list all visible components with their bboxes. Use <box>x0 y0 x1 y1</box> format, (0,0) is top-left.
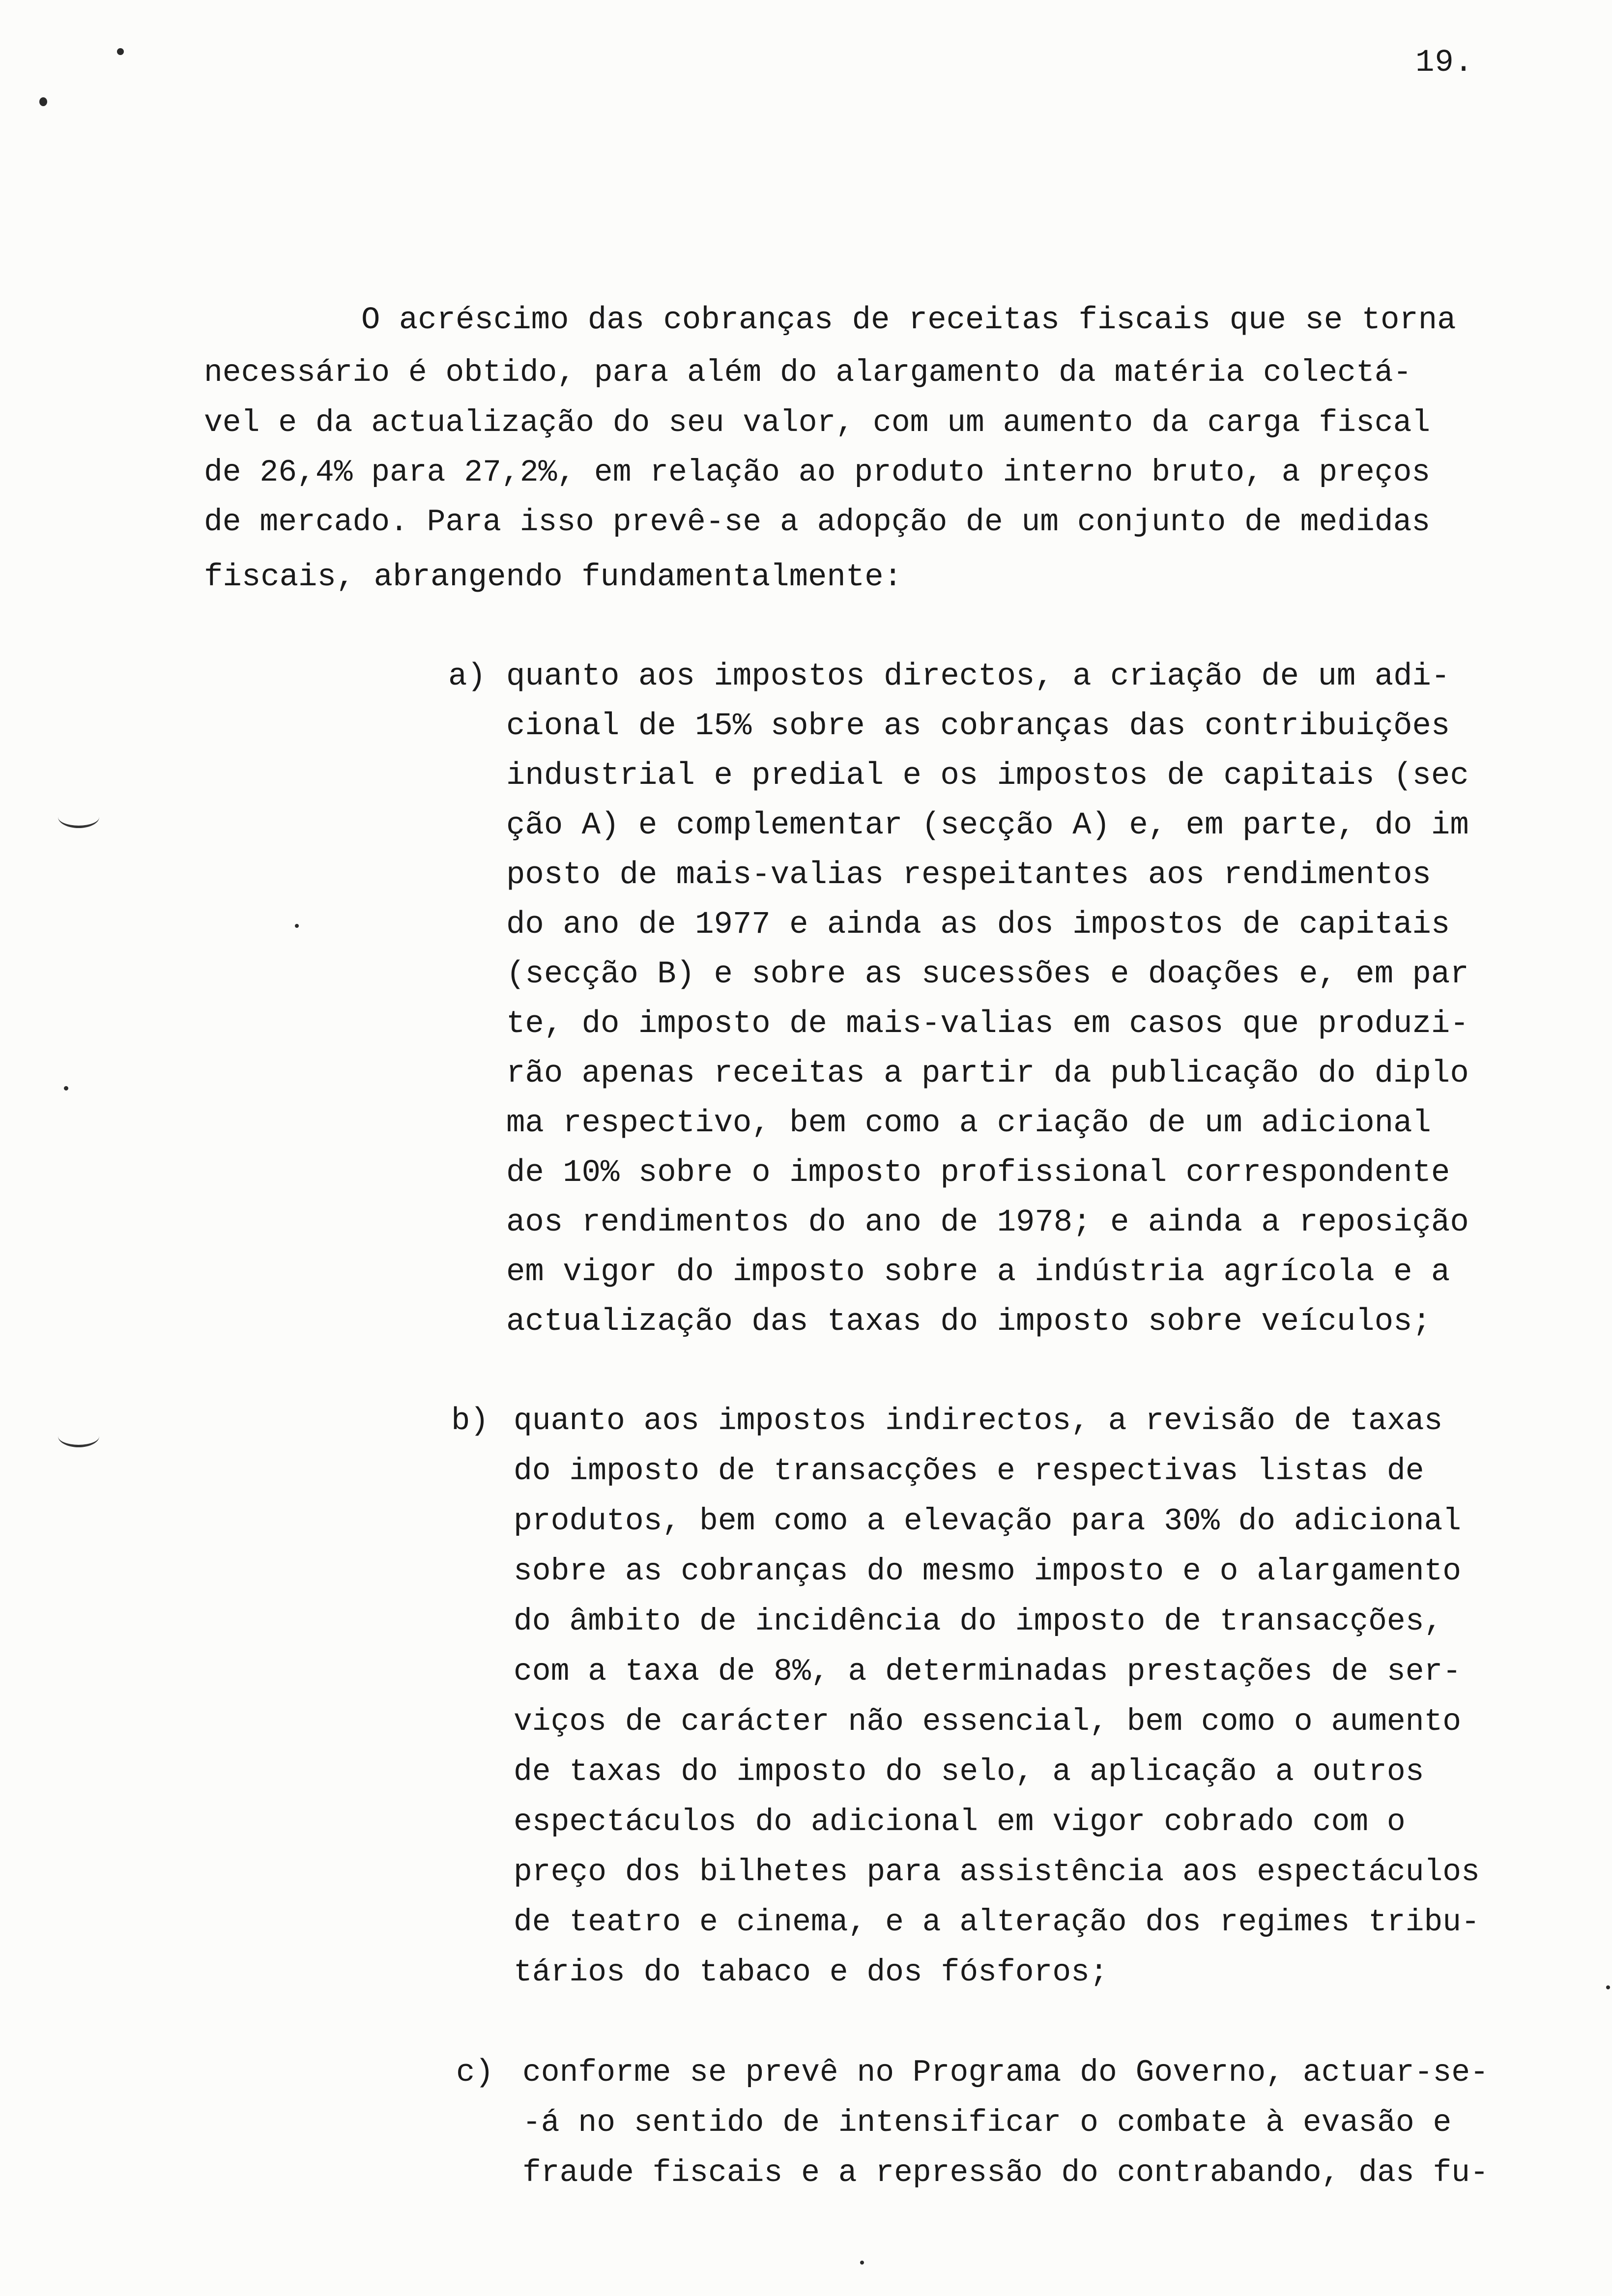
list-item-line: te, do imposto de mais-valias em casos que produzi- <box>506 1006 1469 1042</box>
ink-speck <box>295 924 299 928</box>
ink-speck <box>1606 1985 1610 1989</box>
list-item-line: produtos, bem como a elevação para 30% do adicional <box>514 1504 1462 1539</box>
list-item-line: quanto aos impostos indirectos, a revisão de taxas <box>514 1404 1443 1438</box>
list-item-line: preço dos bilhetes para assistência aos espectáculos <box>514 1855 1480 1890</box>
list-item-label: a) <box>448 659 486 694</box>
paragraph-line: vel e da actualização do seu valor, com um aumento da carga fiscal <box>204 405 1431 440</box>
paragraph-line: necessário é obtido, para além do alargamento da matéria colectá- <box>204 355 1412 390</box>
list-item-line: em vigor do imposto sobre a indústria agrícola e a <box>506 1255 1450 1290</box>
list-item-line: fraude fiscais e a repressão do contrabando, das fu- <box>522 2155 1489 2190</box>
paragraph-line: de mercado. Para isso prevê-se a adopção de um conjunto de medidas <box>204 505 1431 540</box>
list-item-line: rão apenas receitas a partir da publicação do diplo <box>506 1056 1469 1091</box>
list-item-line: quanto aos impostos directos, a criação de um adi- <box>506 659 1450 694</box>
list-item-line: actualização das taxas do imposto sobre veículos; <box>506 1304 1431 1340</box>
list-item-line: viços de carácter não essencial, bem como o aumento <box>514 1704 1462 1739</box>
punch-hole-mark <box>58 1425 99 1447</box>
list-item-line: (secção B) e sobre as sucessões e doações e, em par <box>506 957 1469 992</box>
list-item-line: de teatro e cinema, e a alteração dos regimes tribu- <box>514 1905 1480 1940</box>
ink-speck <box>117 48 124 55</box>
list-item-label: b) <box>451 1404 489 1439</box>
list-item-line: conforme se prevê no Programa do Governo, actuar-se- <box>522 2055 1489 2090</box>
list-item-line: sobre as cobranças do mesmo imposto e o alargamento <box>514 1554 1462 1589</box>
list-item-line: aos rendimentos do ano de 1978; e ainda a reposição <box>506 1205 1469 1240</box>
list-item-line: com a taxa de 8%, a determinadas prestações de ser- <box>514 1654 1462 1689</box>
list-item-line: de taxas do imposto do selo, a aplicação a outros <box>514 1754 1424 1789</box>
list-item-line: de 10% sobre o imposto profissional correspondente <box>506 1155 1450 1191</box>
list-item-line: posto de mais-valias respeitantes aos rendimentos <box>506 858 1431 893</box>
list-item-line: cional de 15% sobre as cobranças das contribuições <box>506 709 1450 744</box>
page-number: 19. <box>1415 45 1474 81</box>
list-item-line: industrial e predial e os impostos de capitais (sec <box>506 758 1469 794</box>
list-item-line: espectáculos do adicional em vigor cobrado com o <box>514 1805 1406 1839</box>
paragraph-line: de 26,4% para 27,2%, em relação ao produto interno bruto, a preços <box>204 455 1431 490</box>
punch-hole-mark <box>58 806 99 828</box>
ink-speck <box>39 97 47 106</box>
list-item-line: ma respectivo, bem como a criação de um adicional <box>506 1106 1431 1141</box>
list-item-line: ção A) e complementar (secção A) e, em parte, do im <box>506 808 1469 843</box>
list-item-line: do ano de 1977 e ainda as dos impostos de capitais <box>506 907 1450 943</box>
ink-speck <box>64 1086 68 1091</box>
list-item-line: -á no sentido de intensificar o combate à evasão e <box>522 2105 1452 2140</box>
list-item-line: do âmbito de incidência do imposto de transacções, <box>514 1604 1443 1639</box>
ink-speck <box>860 2261 864 2265</box>
list-item-line: tários do tabaco e dos fósforos; <box>514 1955 1108 1990</box>
paragraph-line: O acréscimo das cobranças de receitas fiscais que se torna <box>361 303 1456 338</box>
list-item-label: c) <box>456 2055 494 2091</box>
paragraph-line: fiscais, abrangendo fundamentalmente: <box>204 560 903 595</box>
list-item-line: do imposto de transacções e respectivas listas de <box>514 1454 1424 1489</box>
